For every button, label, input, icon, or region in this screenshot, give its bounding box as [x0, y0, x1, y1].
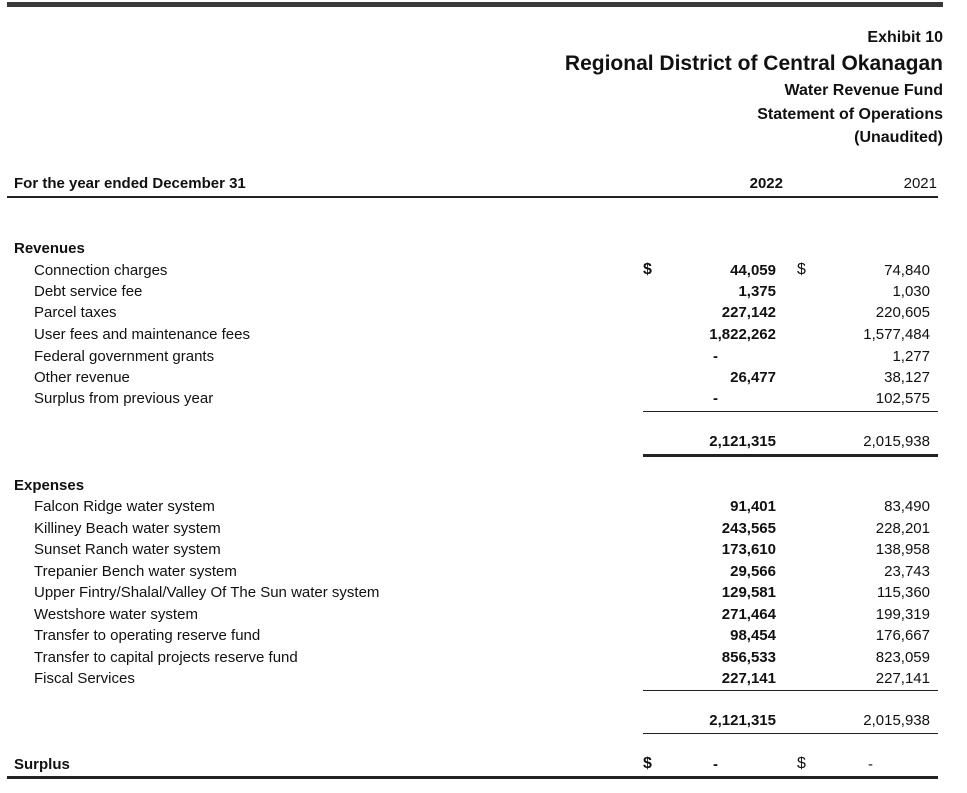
- fund-name: Water Revenue Fund: [784, 82, 943, 99]
- column-header-2022: 2022: [749, 175, 783, 192]
- table-row-value-2022: 98,454: [730, 627, 776, 644]
- table-row-value-2021: 138,958: [875, 541, 930, 558]
- table-row-value-2021: 74,840: [884, 262, 930, 279]
- table-row-value-2021: 23,743: [884, 563, 930, 580]
- table-row-value-2021: 228,201: [875, 520, 930, 537]
- surplus-label: Surplus: [14, 756, 70, 773]
- table-row-value-2021: 227,141: [875, 670, 930, 687]
- surplus-currency-2021: $: [797, 755, 806, 772]
- table-row-value-2022: 856,533: [721, 649, 776, 666]
- revenues-total-2021: 2,015,938: [863, 433, 930, 450]
- audit-status: (Unaudited): [854, 129, 943, 146]
- table-row-value-2022: 1,375: [738, 283, 776, 300]
- exhibit-number: Exhibit 10: [867, 29, 943, 46]
- table-row-label: Transfer to capital projects reserve fund: [34, 649, 298, 666]
- surplus-value-2021: -: [868, 756, 873, 773]
- table-row-value-2022: 173,610: [721, 541, 776, 558]
- table-row-value-2021: 220,605: [875, 304, 930, 321]
- table-row-value-2022: 271,464: [721, 606, 776, 623]
- currency-symbol-2022: $: [643, 261, 652, 278]
- table-row-label: Surplus from previous year: [34, 390, 214, 407]
- expenses-total-2022: 2,121,315: [709, 712, 776, 729]
- table-row-value-2022: 91,401: [730, 498, 776, 515]
- organization-title: Regional District of Central Okanagan: [564, 52, 943, 75]
- table-row-value-2022: 1,822,262: [709, 326, 776, 343]
- total-rule: [643, 454, 938, 457]
- table-row-label: Parcel taxes: [34, 304, 117, 321]
- table-row-value-2022: 26,477: [730, 369, 776, 386]
- currency-symbol-2021: $: [797, 261, 806, 278]
- table-row-value-2021: 199,319: [875, 606, 930, 623]
- surplus-currency-2022: $: [643, 755, 652, 772]
- table-row-label: Debt service fee: [34, 283, 143, 300]
- period-label: For the year ended December 31: [14, 175, 246, 192]
- table-row-value-2021: 1,577,484: [863, 326, 930, 343]
- table-row-value-2021: 115,360: [876, 584, 930, 601]
- table-row-value-2021: 1,030: [892, 283, 930, 300]
- table-row-value-2022: 44,059: [730, 262, 776, 279]
- table-row-value-2022: -: [713, 390, 718, 407]
- table-row-value-2022: 243,565: [721, 520, 776, 537]
- table-row-value-2021: 823,059: [875, 649, 930, 666]
- table-row-value-2022: -: [713, 348, 718, 365]
- table-row-label: Other revenue: [34, 369, 130, 386]
- header-rule: [7, 196, 938, 198]
- table-row-label: Westshore water system: [34, 606, 198, 623]
- table-row-label: Killiney Beach water system: [34, 520, 221, 537]
- surplus-value-2022: -: [713, 756, 718, 773]
- table-row-value-2022: 227,142: [721, 304, 776, 321]
- statement-title: Statement of Operations: [757, 106, 943, 123]
- table-row-label: Fiscal Services: [34, 670, 135, 687]
- table-row-label: Upper Fintry/Shalal/Valley Of The Sun water system: [34, 584, 380, 601]
- column-header-2021: 2021: [903, 175, 937, 192]
- table-row-label: Connection charges: [34, 262, 168, 279]
- table-row-label: Falcon Ridge water system: [34, 498, 215, 515]
- bottom-rule: [7, 776, 938, 779]
- table-row-value-2021: 102,575: [875, 390, 930, 407]
- table-row-value-2021: 1,277: [892, 348, 930, 365]
- table-row-value-2022: 227,141: [721, 670, 776, 687]
- revenues-heading: Revenues: [14, 240, 85, 257]
- table-row-value-2022: 129,581: [721, 584, 776, 601]
- subtotal-rule: [643, 690, 938, 691]
- top-rule: [7, 2, 943, 7]
- table-row-value-2021: 38,127: [884, 369, 930, 386]
- expenses-heading: Expenses: [14, 477, 85, 494]
- table-row-label: User fees and maintenance fees: [34, 326, 250, 343]
- subtotal-rule: [643, 411, 938, 412]
- table-row-value-2022: 29,566: [730, 563, 776, 580]
- table-row-label: Sunset Ranch water system: [34, 541, 221, 558]
- total-rule: [643, 733, 938, 734]
- revenues-total-2022: 2,121,315: [709, 433, 776, 450]
- table-row-label: Federal government grants: [34, 348, 215, 365]
- table-row-label: Transfer to operating reserve fund: [34, 627, 261, 644]
- table-row-value-2021: 176,667: [875, 627, 930, 644]
- table-row-label: Trepanier Bench water system: [34, 563, 237, 580]
- table-row-value-2021: 83,490: [884, 498, 930, 515]
- expenses-total-2021: 2,015,938: [863, 712, 930, 729]
